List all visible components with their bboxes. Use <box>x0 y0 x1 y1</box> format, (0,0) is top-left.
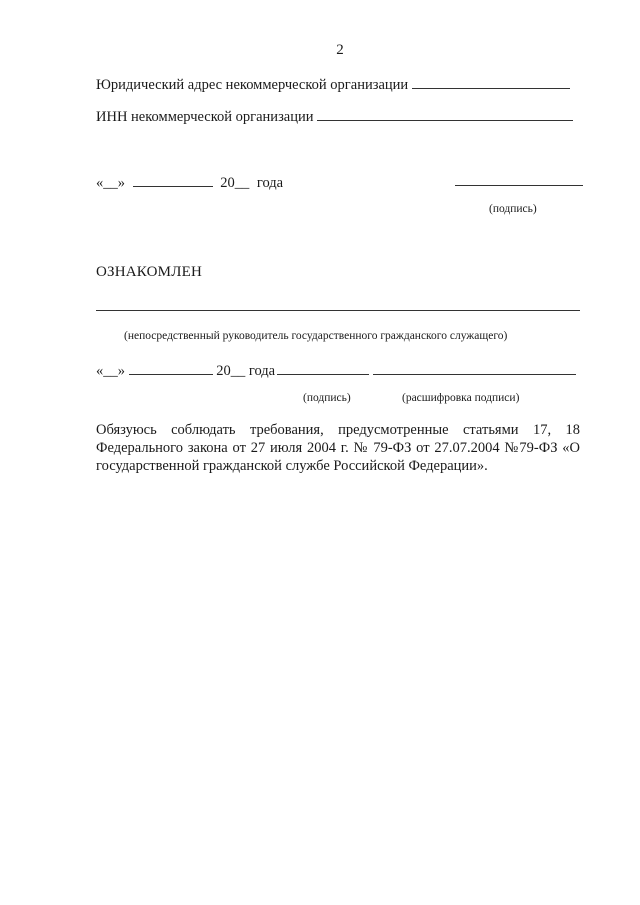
supervisor-line[interactable] <box>96 310 580 311</box>
date-year-suffix-1: года <box>256 175 284 191</box>
signature-decoding-line[interactable] <box>373 374 576 375</box>
signature-line-2[interactable] <box>277 374 369 375</box>
signature-line-1[interactable] <box>455 185 583 186</box>
signature-caption-1: (подпись) <box>489 203 537 215</box>
inn-row <box>96 106 573 126</box>
date-row-1 <box>96 172 283 192</box>
inn-label: ИНН некоммерческой организации <box>96 109 314 125</box>
date-year-suffix-2: года <box>248 363 276 379</box>
date-month-blank-2[interactable] <box>129 360 213 375</box>
legal-address-row <box>96 74 570 94</box>
inn-blank[interactable] <box>317 106 573 121</box>
signature-caption-2: (подпись) <box>303 392 351 404</box>
legal-address-blank[interactable] <box>412 74 570 89</box>
date-day-2: «__» <box>96 363 125 379</box>
obligation-paragraph: Обязуюсь соблюдать требования, предусмотренные статьями 17, 18 Федерального закона от 27 июля 2004 г. № 79-ФЗ от 27.07.2004 №79-ФЗ «О государственной гражданской службе Российской Федерации». <box>96 422 580 474</box>
date-row-2 <box>96 360 275 380</box>
date-month-blank-1[interactable] <box>133 172 213 187</box>
legal-address-label: Юридический адрес некоммерческой организации <box>96 77 409 93</box>
date-day-1: «__» <box>96 175 125 191</box>
page-number: 2 <box>336 42 344 58</box>
supervisor-caption: (непосредственный руководитель государственного гражданского служащего) <box>124 330 508 342</box>
date-year-2: 20__ <box>216 363 246 379</box>
acknowledged-heading: ОЗНАКОМЛЕН <box>96 264 202 280</box>
date-year-1: 20__ <box>220 175 250 191</box>
decoding-caption: (расшифровка подписи) <box>402 392 520 404</box>
